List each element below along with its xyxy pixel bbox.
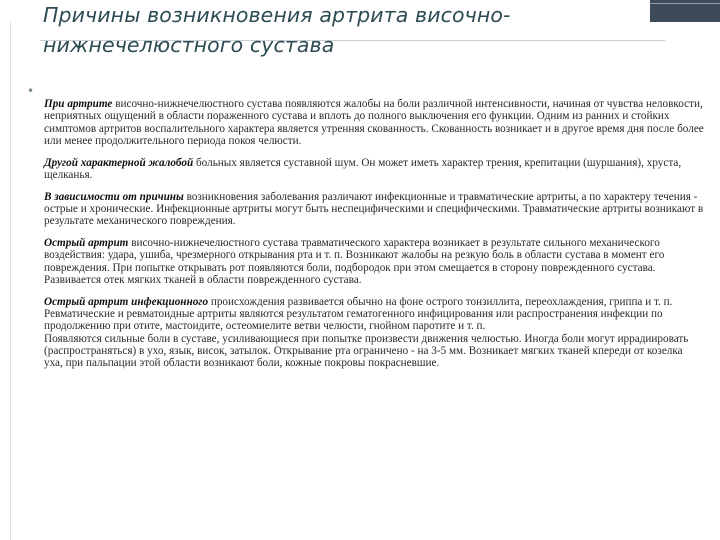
paragraph-2-lead: Другой характерной жалобой [44,156,194,169]
title-line-2: нижнечелюстного сустава [43,33,335,57]
paragraph-4-text: височно-нижнечелюстного сустава травматического характера возникает в результате сильного механического воздействия: удара, ушиба, чрезмерного открывания рта и т. п. Возникают жалобы на резкую боль в области сустава в момент его повреждения. При попытке открывать рот появляются боли, подбородок при этом смещается в сторону поврежденного сустава. Развивается отек мягких тканей в области поврежденного сустава. [44,237,665,287]
slide-body [44,98,704,379]
paragraph-5-text-2: Появляются сильные боли в суставе, усиливающиеся при попытке произвести движения челюстью. Иногда боли могут иррадиировать (распространяться) в ухо, язык, висок, затылок. Открывание рта ограничено - на 3-5 мм. Возникает мягких тканей кпереди от козелка уха, при пальпации этой области возникают боли, кожные покровы покрасневшие. [44,332,689,370]
bullet-marker: • [27,84,35,98]
paragraph-1-text: височно-нижнечелюстного сустава появляются жалобы на боли различной интенсивности, начиная от чувства неловкости, неприятных ощущений в области пораженного сустава и вплоть до полного выключения его функции. Одним из ранних и стойких симптомов артритов воспалительного характера является утренняя скованность. Скованность возникает и в другое время дня после более или менее продолжительного периода покоя челюсти. [44,98,704,147]
paragraph-3-lead: В зависимости от причины [44,190,184,203]
paragraph-5-lead: Острый артрит инфекционного [44,295,209,308]
paragraph-5 [44,296,704,370]
title-line-1: Причины возникновения артрита височно- [43,3,511,27]
paragraph-4 [44,237,704,286]
paragraph-1 [44,98,704,147]
paragraph-1-lead: При артрите [44,98,113,110]
left-rule [10,22,11,540]
corner-decoration [650,0,720,22]
slide-title [43,0,643,60]
paragraph-4-lead: Острый артрит [44,237,129,250]
paragraph-5-text: происхождения развивается обычно на фоне острого тонзиллита, переохлаждения, гриппа и т. п. Ревматические и ревматоидные артриты являются результатом гематогенного инфицирования или распространения инфекции по продолжению при отите, мастоидите, остеомиелите ветви челюсти, гнойном паротите и т. п. [44,295,673,333]
paragraph-2-text: больных является суставной шум. Он может иметь характер трения, крепитации (шуршания), хруста, щелканья. [44,156,682,181]
paragraph-2 [44,157,704,182]
paragraph-3-text: возникновения заболевания различают инфекционные и травматические артриты, а по характеру течения - острые и хронические. Инфекционные артриты могут быть неспецифическими и специфическими. Травматические артриты возникают в результате механического повреждения. [44,190,704,228]
paragraph-3 [44,191,704,228]
